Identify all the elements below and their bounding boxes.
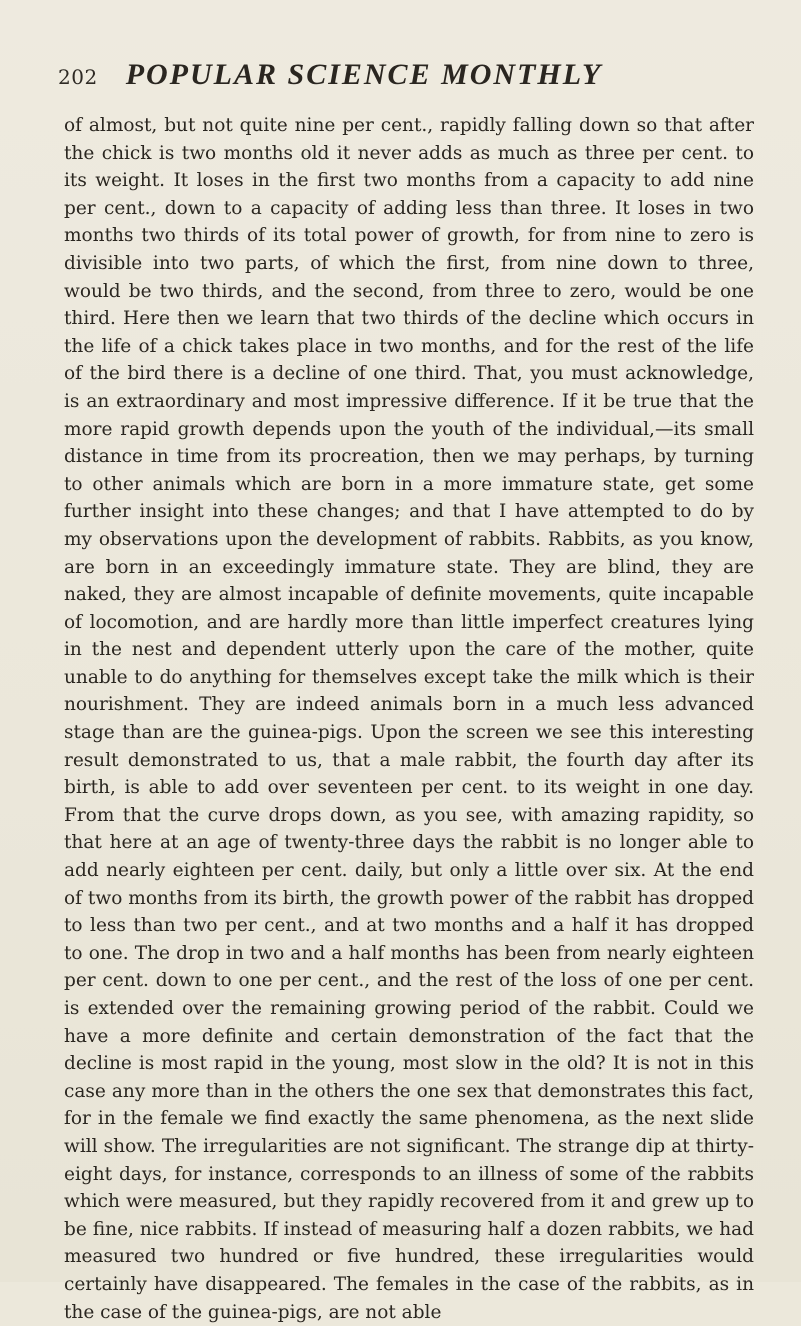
page-header — [58, 58, 743, 92]
page-number: 202 — [58, 65, 98, 89]
body-paragraph: of almost, but not quite nine per cent., rapidly falling down so that after the chick is two months old it never adds as much as three per cent. to its weight. It loses in the first two months from a capacity to add nine per cent., down to a capacity of adding less than three. It loses in two months two thirds of its total power of growth, for from nine to zero is divisible into two parts, of which the first, from nine down to three, would be two thirds, and the second, from three to zero, would be one third. Here then we learn that two thirds of the decline which occurs in the life of a chick takes place in two months, and for the rest of the life of the bird there is a decline of one third. That, you must acknowledge, is an extraordinary and most impressive difference. If it be true that the more rapid growth depends upon the youth of the individual,—its small distance in time from its procreation, then we may perhaps, by turning to other animals which are born in a more immature state, get some further insight into these changes; and that I have attempted to do by my observations upon the development of rabbits. Rabbits, as you know, are born in an exceedingly immature state. They are blind, they are naked, they are almost incapable of definite movements, quite incapable of locomotion, and are hardly more than little imperfect creatures lying in the nest and dependent utterly upon the care of the mother, quite unable to do anything for themselves except take the milk which is their nourishment. They are indeed animals born in a much less advanced stage than are the guinea-pigs. Upon the screen we see this interesting result demonstrated to us, that a male rabbit, the fourth day after its birth, is able to add over seventeen per cent. to its weight in one day. From that the curve drops down, as you see, with amazing rapidity, so that here at an age of twenty-three days the rabbit is no longer able to add nearly eighteen per cent. daily, but only a little over six. At the end of two months from its birth, the growth power of the rabbit has dropped to less than two per cent., and at two months and a half it has dropped to one. The drop in two and a half months has been from nearly eighteen per cent. down to one per cent., and the rest of the loss of one per cent. is extended over the remaining growing period of the rabbit. Could we have a more definite and certain demonstration of the fact that the decline is most rapid in the young, most slow in the old? It is not in this case any more than in the others the one sex that demonstrates this fact, for in the female we find exactly the same phenomena, as the next slide will show. The irregularities are not significant. The strange dip at thirty-eight days, for instance, corresponds to an illness of some of the rabbits which were measured, but they rapidly recovered from it and grew up to be fine, nice rabbits. If instead of measuring half a dozen rabbits, we had measured two hundred or five hundred, these irregularities would certainly have disappeared. The females in the case of the rabbits, as in the case of the guinea-pigs, are not able — [64, 115, 754, 1323]
running-title: POPULAR SCIENCE MONTHLY — [125, 58, 603, 91]
